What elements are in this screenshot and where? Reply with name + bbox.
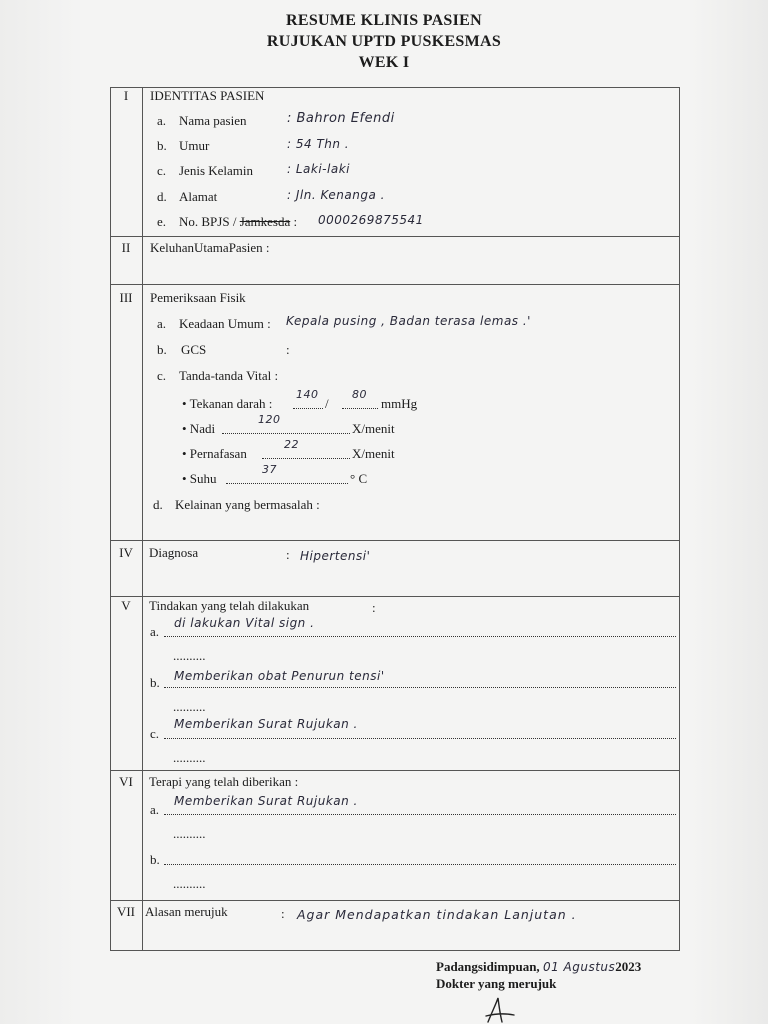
bp-unit: mmHg bbox=[381, 396, 418, 411]
row-divider bbox=[110, 596, 680, 597]
label-no-bpjs bbox=[179, 214, 297, 230]
dotted-line bbox=[164, 814, 676, 815]
nadi-unit: X/menit bbox=[352, 421, 395, 436]
item-letter: d. bbox=[157, 189, 167, 204]
item-letter: b. bbox=[150, 852, 160, 867]
dotted-line bbox=[164, 687, 676, 688]
continuation-dots: .......... bbox=[173, 826, 206, 841]
item-letter: c. bbox=[157, 163, 167, 178]
gcs-colon: : bbox=[286, 342, 290, 357]
section-title-keluhan: KeluhanUtamaPasien : bbox=[150, 240, 270, 255]
label-kelainan: Kelainan yang bermasalah : bbox=[175, 497, 320, 512]
continuation-dots: .......... bbox=[173, 750, 206, 765]
label-jenis-kelamin: Jenis Kelamin bbox=[179, 163, 254, 178]
label-tekanan-darah: • Tekanan darah : bbox=[182, 396, 273, 411]
dotted-line bbox=[226, 483, 348, 484]
row-divider bbox=[110, 540, 680, 541]
value-diagnosa: Hipertensi' bbox=[300, 549, 371, 563]
section-number: II bbox=[121, 240, 131, 255]
label-jamkesda-struck: Jamkesda bbox=[239, 214, 291, 229]
dotted-line bbox=[293, 408, 323, 409]
item-letter: a. bbox=[157, 113, 167, 128]
label-nama-pasien: Nama pasien bbox=[179, 113, 247, 128]
label-nadi: • Nadi bbox=[182, 421, 216, 436]
label-pernafasan: • Pernafasan bbox=[182, 446, 247, 461]
label-gcs: GCS bbox=[181, 342, 207, 357]
value-tindakan-b: Memberikan obat Penurun tensi' bbox=[174, 669, 385, 683]
item-letter: e. bbox=[157, 214, 167, 229]
continuation-dots: .......... bbox=[173, 876, 206, 891]
item-letter: a. bbox=[150, 802, 160, 817]
suhu-unit: ° C bbox=[350, 471, 368, 486]
value-terapi-a: Memberikan Surat Rujukan . bbox=[174, 794, 358, 808]
doc-title-line2: RUJUKAN UPTD PUSKESMAS bbox=[266, 33, 502, 50]
value-alasan: Agar Mendapatkan tindakan Lanjutan . bbox=[297, 907, 577, 922]
row-divider bbox=[110, 284, 680, 285]
number-column-divider bbox=[142, 87, 143, 951]
value-pernafasan: 22 bbox=[284, 438, 299, 451]
value-keadaan-umum: Kepala pusing , Badan terasa lemas .' bbox=[286, 314, 531, 328]
footer-place-date bbox=[436, 959, 641, 975]
bp-separator: / bbox=[325, 396, 329, 411]
value-diastolic: 80 bbox=[352, 388, 367, 401]
dotted-line bbox=[164, 738, 676, 739]
section-number: III bbox=[119, 290, 133, 305]
section-title-diagnosa: Diagnosa bbox=[149, 545, 199, 560]
item-letter: c. bbox=[150, 726, 160, 741]
dotted-line bbox=[342, 408, 378, 409]
section-number: VII bbox=[116, 904, 136, 919]
label-umur: Umur bbox=[179, 138, 210, 153]
item-letter: d. bbox=[153, 497, 163, 512]
dotted-line bbox=[262, 458, 350, 459]
label-alamat: Alamat bbox=[179, 189, 218, 204]
row-divider bbox=[110, 900, 680, 901]
section-number: I bbox=[123, 88, 129, 103]
doc-title-line3: WEK I bbox=[358, 54, 410, 71]
alasan-colon: : bbox=[281, 906, 285, 921]
doc-title-line1: RESUME KLINIS PASIEN bbox=[286, 12, 482, 29]
pernafasan-unit: X/menit bbox=[352, 446, 395, 461]
dotted-line bbox=[164, 864, 676, 865]
section-number: V bbox=[121, 598, 131, 613]
item-letter: b. bbox=[150, 675, 160, 690]
item-letter: b. bbox=[157, 138, 167, 153]
label-tanda-vital: Tanda-tanda Vital : bbox=[179, 368, 279, 383]
value-no-bpjs: 0000269875541 bbox=[318, 213, 424, 227]
footer-place: Padangsidimpuan, bbox=[436, 959, 540, 974]
label-bpjs: No. BPJS / bbox=[179, 214, 240, 229]
label-colon: : bbox=[290, 214, 298, 229]
item-letter: a. bbox=[150, 624, 160, 639]
diagnosa-colon: : bbox=[286, 547, 290, 562]
section-number: IV bbox=[119, 545, 133, 560]
label-suhu: • Suhu bbox=[182, 471, 217, 486]
row-divider bbox=[110, 770, 680, 771]
footer-doctor-label: Dokter yang merujuk bbox=[436, 976, 557, 991]
value-suhu: 37 bbox=[262, 463, 277, 476]
value-jenis-kelamin: : Laki-laki bbox=[287, 162, 350, 176]
value-alamat: : Jln. Kenanga . bbox=[287, 188, 385, 202]
section-title-alasan: Alasan merujuk bbox=[145, 904, 228, 919]
item-letter: c. bbox=[157, 368, 167, 383]
section-title-terapi: Terapi yang telah diberikan : bbox=[149, 774, 299, 789]
continuation-dots: .......... bbox=[173, 648, 206, 663]
value-systolic: 140 bbox=[296, 388, 319, 401]
section-title-pemeriksaan: Pemeriksaan Fisik bbox=[150, 290, 246, 305]
footer-date-handwritten: 01 Agustus bbox=[542, 960, 616, 974]
row-divider bbox=[110, 236, 680, 237]
section-number: VI bbox=[119, 774, 133, 789]
dotted-line bbox=[222, 433, 350, 434]
section-title-identitas: IDENTITAS PASIEN bbox=[150, 88, 265, 103]
value-nadi: 120 bbox=[258, 413, 281, 426]
value-tindakan-c: Memberikan Surat Rujukan . bbox=[174, 717, 358, 731]
continuation-dots: .......... bbox=[173, 699, 206, 714]
tindakan-colon: : bbox=[372, 600, 376, 615]
value-tindakan-a: di lakukan Vital sign . bbox=[174, 616, 315, 630]
footer-year: 2023 bbox=[615, 959, 642, 974]
item-letter: b. bbox=[157, 342, 167, 357]
signature-mark bbox=[478, 994, 518, 1024]
dotted-line bbox=[164, 636, 676, 637]
item-letter: a. bbox=[157, 316, 167, 331]
label-keadaan-umum: Keadaan Umum : bbox=[179, 316, 271, 331]
value-umur: : 54 Thn . bbox=[287, 137, 350, 151]
value-nama-pasien: : Bahron Efendi bbox=[287, 111, 395, 126]
section-title-tindakan: Tindakan yang telah dilakukan bbox=[149, 598, 310, 613]
